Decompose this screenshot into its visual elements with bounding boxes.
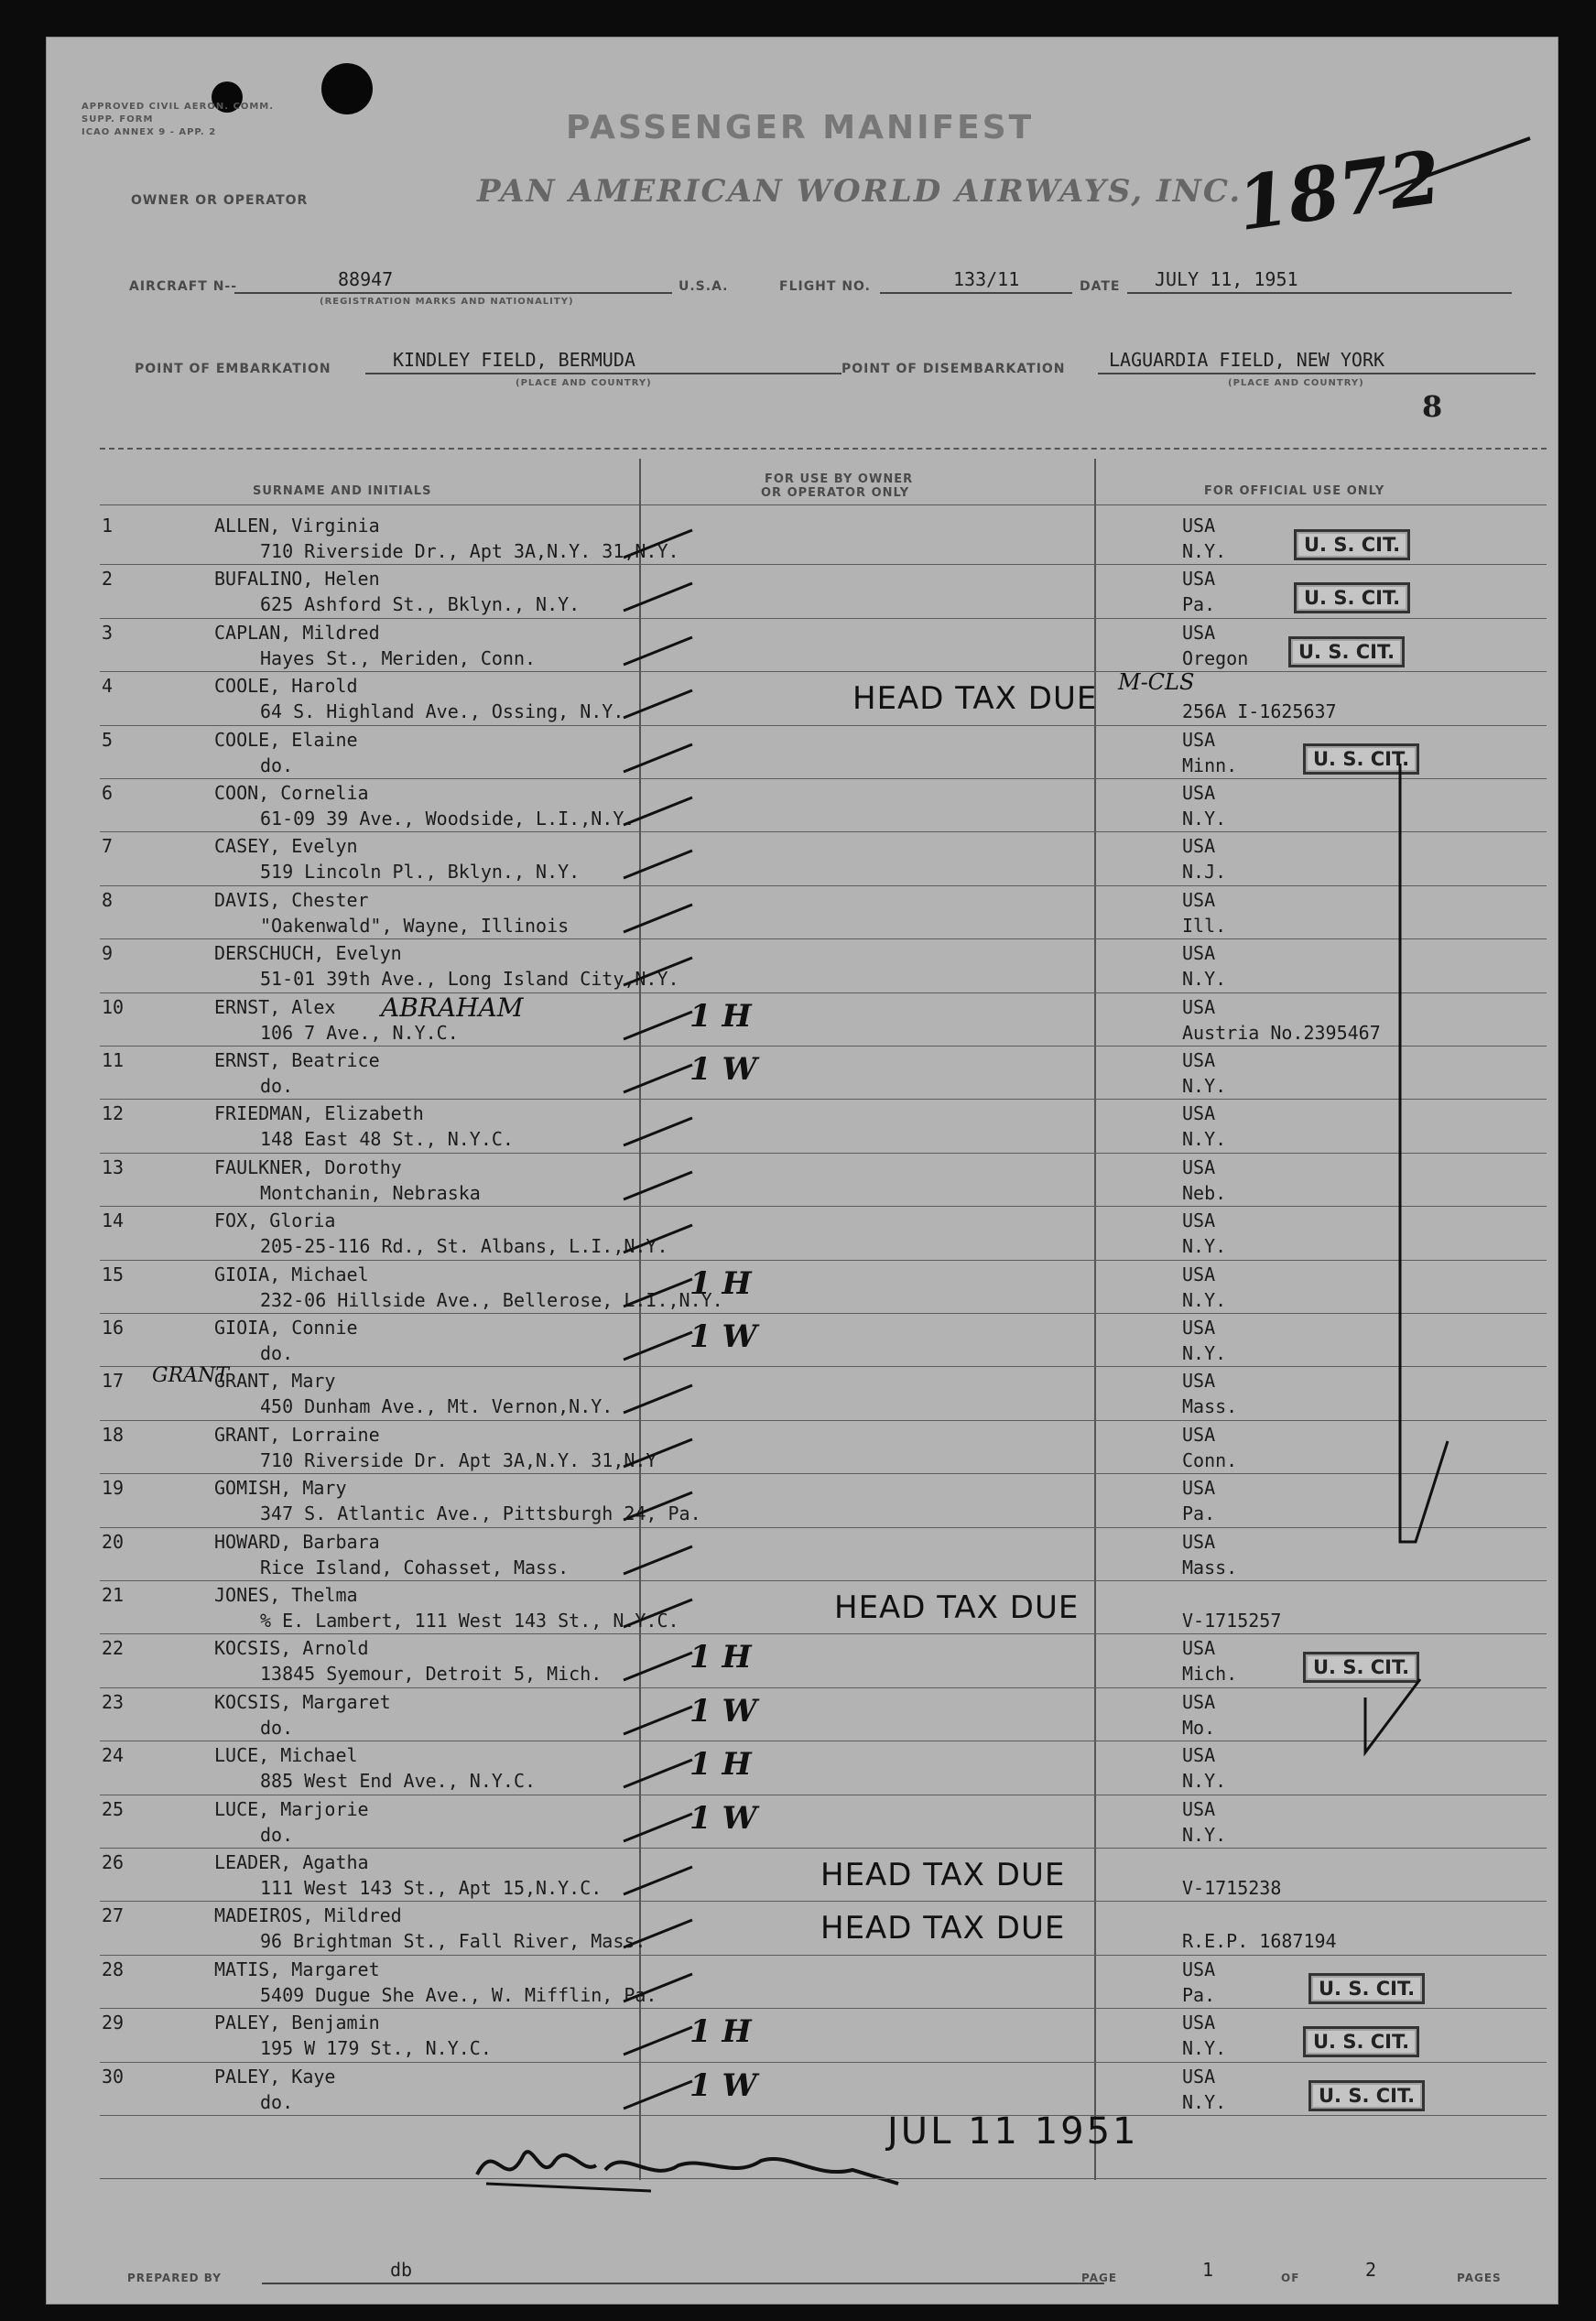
passenger-address: Rice Island, Cohasset, Mass. [260, 1556, 570, 1578]
official-nationality: USA [1182, 1797, 1216, 1820]
passenger-address: 195 W 179 St., N.Y.C. [260, 2037, 492, 2060]
official-residence: Minn. [1182, 754, 1238, 776]
handwritten-grant: GRANT [152, 1364, 229, 1388]
aircraft-label: AIRCRAFT N-- [129, 279, 238, 294]
of-value: 2 [1365, 2259, 1377, 2281]
row-number: 7 [102, 835, 114, 858]
row-number: 10 [102, 995, 125, 1018]
passenger-name: KOCSIS, Margaret [214, 1690, 391, 1713]
passenger-name: CASEY, Evelyn [214, 835, 358, 858]
official-residence: N.Y. [1182, 808, 1227, 830]
official-nationality: USA [1182, 835, 1216, 858]
check-tick [619, 1113, 701, 1150]
row-divider [100, 2008, 1547, 2009]
official-residence: Mass. [1182, 1395, 1238, 1418]
passenger-address: % E. Lambert, 111 West 143 St., N.Y.C. [260, 1610, 679, 1632]
row-number: 3 [102, 621, 114, 644]
row-number: 19 [102, 1477, 125, 1500]
passenger-address: 106 7 Ave., N.Y.C. [260, 1021, 459, 1044]
official-nationality: USA [1182, 888, 1216, 911]
us-cit-stamp: U. S. CIT. [1294, 529, 1410, 560]
check-tick [619, 846, 701, 883]
row-number: 13 [102, 1155, 125, 1178]
official-residence: Pa. [1182, 1983, 1216, 2006]
row-divider [100, 1955, 1547, 1956]
official-residence: Mo. [1182, 1716, 1216, 1739]
official-residence: Ill. [1182, 914, 1227, 937]
row-number: 8 [102, 888, 114, 911]
disembark-value: LAGUARDIA FIELD, NEW YORK [1109, 349, 1385, 371]
passenger-address: do. [260, 1823, 294, 1846]
official-nationality: USA [1182, 1049, 1216, 1071]
passenger-address: do. [260, 1075, 294, 1097]
check-tick [619, 1220, 701, 1257]
passenger-address: 61-09 39 Ave., Woodside, L.I.,N.Y. [260, 808, 635, 830]
check-tick [619, 1542, 701, 1578]
handwritten-count: 1 H [689, 2013, 752, 2051]
official-nationality: USA [1182, 1370, 1216, 1393]
passenger-address: 64 S. Highland Ave., Ossing, N.Y. [260, 700, 624, 723]
passenger-name: ERNST, Alex [214, 995, 336, 1018]
prepared-label: PREPARED BY [127, 2272, 222, 2284]
passenger-address: 710 Riverside Dr., Apt 3A,N.Y. 31,N.Y. [260, 540, 679, 562]
signature [468, 2120, 907, 2202]
passenger-name: COON, Cornelia [214, 782, 369, 804]
row-number: 21 [102, 1584, 125, 1606]
passenger-name: PALEY, Kaye [214, 2065, 336, 2088]
official-residence: R.E.P. 1687194 [1182, 1930, 1337, 1953]
official-residence: Pa. [1182, 593, 1216, 616]
official-nationality: USA [1182, 2012, 1216, 2034]
disembark-label: POINT OF DISEMBARKATION [841, 362, 1066, 376]
check-tick [619, 953, 701, 990]
check-tick [619, 1167, 701, 1204]
passenger-address: Hayes St., Meriden, Conn. [260, 646, 537, 669]
row-number: 4 [102, 675, 114, 698]
row-divider [100, 2062, 1547, 2063]
us-cit-stamp: U. S. CIT. [1303, 1652, 1419, 1683]
check-tick [619, 1435, 701, 1471]
col-official: FOR OFFICIAL USE ONLY [1204, 484, 1385, 498]
handwritten-count: 1 H [689, 1746, 752, 1784]
handwritten-count: 1 H [689, 1264, 752, 1302]
embark-place-note: (PLACE AND COUNTRY) [516, 378, 652, 388]
official-nationality: USA [1182, 1209, 1216, 1232]
official-nationality: USA [1182, 1637, 1216, 1660]
check-tick [619, 1381, 701, 1417]
official-nationality: USA [1182, 1477, 1216, 1500]
row-number: 22 [102, 1637, 125, 1660]
row-number: 1 [102, 515, 114, 537]
official-nationality: USA [1182, 1958, 1216, 1980]
check-tick [619, 579, 701, 615]
row-number: 28 [102, 1958, 125, 1980]
passenger-name: FRIEDMAN, Elizabeth [214, 1102, 424, 1125]
official-residence: N.Y. [1182, 540, 1227, 562]
official-nationality: USA [1182, 782, 1216, 804]
manifest-title: PASSENGER MANIFEST [566, 109, 1035, 146]
row-number: 30 [102, 2065, 125, 2088]
official-residence: N.Y. [1182, 1288, 1227, 1311]
official-nationality: USA [1182, 1744, 1216, 1767]
passenger-address: do. [260, 754, 294, 776]
official-nationality: USA [1182, 728, 1216, 751]
official-nationality: USA [1182, 515, 1216, 537]
official-residence: V-1715257 [1182, 1610, 1282, 1632]
of-label: OF [1281, 2272, 1300, 2284]
passenger-name: GIOIA, Michael [214, 1263, 369, 1285]
passenger-name: FAULKNER, Dorothy [214, 1155, 402, 1178]
official-residence: N.Y. [1182, 2037, 1227, 2060]
passenger-name: ALLEN, Virginia [214, 515, 380, 537]
approval-line-1: APPROVED CIVIL AERON. COMM. [81, 102, 275, 112]
header-bottom-rule [100, 504, 1547, 505]
official-nationality: USA [1182, 568, 1216, 591]
aircraft-underline [234, 292, 672, 294]
passenger-address: 232-06 Hillside Ave., Bellerose, L.I.,N.Y. [260, 1288, 723, 1311]
official-residence: N.Y. [1182, 1075, 1227, 1097]
passenger-name: KOCSIS, Arnold [214, 1637, 369, 1660]
corner-pen-stroke [1374, 129, 1539, 202]
col-surname: SURNAME AND INITIALS [253, 484, 432, 498]
check-tick [619, 686, 701, 722]
flight-label: FLIGHT NO. [779, 279, 871, 294]
approval-line-2: SUPP. FORM [81, 114, 154, 125]
footer-rule [100, 2178, 1547, 2179]
passenger-address: 96 Brightman St., Fall River, Mass. [260, 1930, 646, 1953]
prepared-value: db [390, 2259, 413, 2281]
head-tax-stamp: HEAD TAX DUE [820, 1857, 1066, 1893]
handwritten-count: 1 H [689, 1639, 752, 1676]
passenger-address: 51-01 39th Ave., Long Island City,N.Y. [260, 968, 679, 991]
official-nationality: USA [1182, 621, 1216, 644]
row-number: 5 [102, 728, 114, 751]
page-value: 1 [1202, 2259, 1214, 2281]
passenger-address: 885 West End Ave., N.Y.C. [260, 1770, 537, 1793]
row-divider [100, 564, 1547, 565]
passenger-address: 450 Dunham Ave., Mt. Vernon,N.Y. [260, 1395, 613, 1418]
passenger-address: 710 Riverside Dr. Apt 3A,N.Y. 31,N.Y [260, 1448, 657, 1471]
passenger-name: GIOIA, Connie [214, 1317, 358, 1339]
owner-label: OWNER OR OPERATOR [131, 193, 309, 208]
passenger-address: 205-25-116 Rd., St. Albans, L.I.,N.Y. [260, 1235, 668, 1258]
handwritten-row4: M-CLS [1118, 669, 1195, 696]
row-number: 17 [102, 1370, 125, 1393]
passenger-address: 5409 Dugue She Ave., W. Mifflin, Pa. [260, 1983, 657, 2006]
official-residence: Oregon [1182, 646, 1249, 669]
us-cit-stamp: U. S. CIT. [1288, 636, 1405, 667]
passenger-address: 625 Ashford St., Bklyn., N.Y. [260, 593, 581, 616]
handwritten-count: 1 W [689, 1692, 757, 1730]
passenger-name: MADEIROS, Mildred [214, 1904, 402, 1927]
official-residence: V-1715238 [1182, 1877, 1282, 1899]
us-cit-stamp: U. S. CIT. [1294, 582, 1410, 613]
passenger-name: ERNST, Beatrice [214, 1049, 380, 1071]
official-nationality: USA [1182, 2065, 1216, 2088]
us-cit-stamp: U. S. CIT. [1303, 2026, 1419, 2057]
passenger-name: PALEY, Benjamin [214, 2012, 380, 2034]
official-residence: N.Y. [1182, 968, 1227, 991]
registration-note: (REGISTRATION MARKS AND NATIONALITY) [320, 297, 574, 307]
pages-label: PAGES [1457, 2272, 1502, 2284]
row-number: 20 [102, 1530, 125, 1553]
disembark-underline [1098, 373, 1536, 374]
row-number: 18 [102, 1423, 125, 1446]
us-cit-stamp: U. S. CIT. [1303, 743, 1419, 775]
passenger-name: GRANT, Mary [214, 1370, 336, 1393]
row-number: 12 [102, 1102, 125, 1125]
row-number: 27 [102, 1904, 125, 1927]
head-tax-stamp: HEAD TAX DUE [820, 1910, 1066, 1947]
official-nationality: USA [1182, 1423, 1216, 1446]
passenger-name: HOWARD, Barbara [214, 1530, 380, 1553]
passenger-name: FOX, Gloria [214, 1209, 336, 1232]
official-nationality: USA [1182, 995, 1216, 1018]
passenger-name: GOMISH, Mary [214, 1477, 347, 1500]
head-tax-stamp: HEAD TAX DUE [834, 1589, 1080, 1626]
col-owner-use-1: FOR USE BY OWNER [765, 472, 914, 486]
embark-label: POINT OF EMBARKATION [135, 362, 331, 376]
handwritten-abraham: ABRAHAM [381, 992, 524, 1023]
passenger-address: "Oakenwald", Wayne, Illinois [260, 914, 570, 937]
flight-value: 133/11 [953, 268, 1020, 290]
official-nationality: USA [1182, 942, 1216, 965]
official-residence: 256A I-1625637 [1182, 700, 1337, 723]
official-residence: Mich. [1182, 1663, 1238, 1686]
row-number: 24 [102, 1744, 125, 1767]
embark-underline [365, 373, 841, 374]
passenger-address: 13845 Syemour, Detroit 5, Mich. [260, 1663, 603, 1686]
row-divider [100, 618, 1547, 619]
passenger-address: 111 West 143 St., Apt 15,N.Y.C. [260, 1877, 603, 1899]
passenger-name: COOLE, Elaine [214, 728, 358, 751]
row-divider [100, 671, 1547, 672]
usa-label: U.S.A. [679, 279, 729, 294]
page-number-mark: 8 [1422, 389, 1443, 424]
prepared-underline [262, 2283, 1104, 2284]
passenger-address: 148 East 48 St., N.Y.C. [260, 1128, 514, 1151]
handwritten-count: 1 W [689, 1318, 757, 1355]
passenger-name: JONES, Thelma [214, 1584, 358, 1606]
official-residence: N.Y. [1182, 2090, 1227, 2113]
check-tick [619, 1595, 701, 1632]
embark-value: KINDLEY FIELD, BERMUDA [393, 349, 635, 371]
passenger-address: 347 S. Atlantic Ave., Pittsburgh 24, Pa. [260, 1502, 701, 1525]
official-nationality: USA [1182, 1530, 1216, 1553]
row-number: 26 [102, 1851, 125, 1873]
check-tick [619, 526, 701, 562]
official-nationality: USA [1182, 1102, 1216, 1125]
disembark-place-note: (PLACE AND COUNTRY) [1228, 378, 1364, 388]
check-tick [619, 740, 701, 776]
header-top-rule [100, 448, 1547, 450]
row-number: 15 [102, 1263, 125, 1285]
passenger-address: do. [260, 1342, 294, 1364]
passenger-name: BUFALINO, Helen [214, 568, 380, 591]
official-residence: Neb. [1182, 1181, 1227, 1204]
row-number: 2 [102, 568, 114, 591]
passenger-address: 519 Lincoln Pl., Bklyn., N.Y. [260, 861, 581, 884]
aircraft-value: 88947 [338, 268, 394, 290]
official-nationality: USA [1182, 1263, 1216, 1285]
row-number: 25 [102, 1797, 125, 1820]
passenger-name: MATIS, Margaret [214, 1958, 380, 1980]
row-number: 23 [102, 1690, 125, 1713]
passenger-name: DAVIS, Chester [214, 888, 369, 911]
passenger-name: DERSCHUCH, Evelyn [214, 942, 402, 965]
date-label: DATE [1080, 279, 1121, 294]
us-cit-stamp: U. S. CIT. [1308, 1973, 1425, 2004]
official-nationality: USA [1182, 1317, 1216, 1339]
row-number: 6 [102, 782, 114, 804]
passenger-name: LUCE, Michael [214, 1744, 358, 1767]
date-stamp: JUL 11 1951 [887, 2110, 1139, 2153]
manifest-sheet [46, 37, 1558, 2305]
handwritten-count: 1 H [689, 997, 752, 1035]
check-tick [619, 900, 701, 937]
handwritten-corner-number: 1872 [1232, 133, 1447, 248]
flight-underline [880, 292, 1072, 294]
check-tick [619, 1915, 701, 1952]
passenger-name: LUCE, Marjorie [214, 1797, 369, 1820]
official-nationality: USA [1182, 1690, 1216, 1713]
passenger-name: GRANT, Lorraine [214, 1423, 380, 1446]
passenger-name: COOLE, Harold [214, 675, 358, 698]
check-tick [619, 793, 701, 830]
check-tick [619, 1862, 701, 1899]
official-check-lines [1310, 727, 1493, 1917]
date-underline [1127, 292, 1512, 294]
row-number: 14 [102, 1209, 125, 1232]
official-residence: N.J. [1182, 861, 1227, 884]
official-residence: N.Y. [1182, 1823, 1227, 1846]
handwritten-count: 1 W [689, 2066, 757, 2104]
row-number: 16 [102, 1317, 125, 1339]
check-tick [619, 1969, 701, 2006]
official-residence: Pa. [1182, 1502, 1216, 1525]
passenger-name: CAPLAN, Mildred [214, 621, 380, 644]
handwritten-count: 1 W [689, 1051, 757, 1088]
us-cit-stamp: U. S. CIT. [1308, 2080, 1425, 2111]
passenger-name: LEADER, Agatha [214, 1851, 369, 1873]
row-divider [100, 2115, 1547, 2116]
punch-hole-left [321, 63, 373, 114]
passenger-address: Montchanin, Nebraska [260, 1181, 481, 1204]
approval-line-3: ICAO ANNEX 9 - APP. 2 [81, 127, 217, 137]
col-owner-use-2: OR OPERATOR ONLY [761, 486, 910, 500]
check-tick [619, 1488, 701, 1524]
official-residence: Conn. [1182, 1448, 1238, 1471]
airline-name: PAN AMERICAN WORLD AIRWAYS, INC. [477, 173, 1243, 210]
official-residence: Austria No.2395467 [1182, 1021, 1381, 1044]
official-nationality: USA [1182, 1155, 1216, 1178]
official-residence: N.Y. [1182, 1770, 1227, 1793]
official-residence: N.Y. [1182, 1342, 1227, 1364]
page-label: PAGE [1081, 2272, 1118, 2284]
date-value: JULY 11, 1951 [1155, 268, 1298, 290]
passenger-address: do. [260, 2090, 294, 2113]
check-tick [619, 633, 701, 669]
row-divider [100, 725, 1547, 726]
row-number: 9 [102, 942, 114, 965]
official-residence: N.Y. [1182, 1235, 1227, 1258]
passenger-address: do. [260, 1716, 294, 1739]
row-number: 11 [102, 1049, 125, 1071]
official-residence: N.Y. [1182, 1128, 1227, 1151]
head-tax-stamp: HEAD TAX DUE [852, 680, 1098, 718]
handwritten-count: 1 W [689, 1799, 757, 1837]
official-residence: Mass. [1182, 1556, 1238, 1578]
row-number: 29 [102, 2012, 125, 2034]
